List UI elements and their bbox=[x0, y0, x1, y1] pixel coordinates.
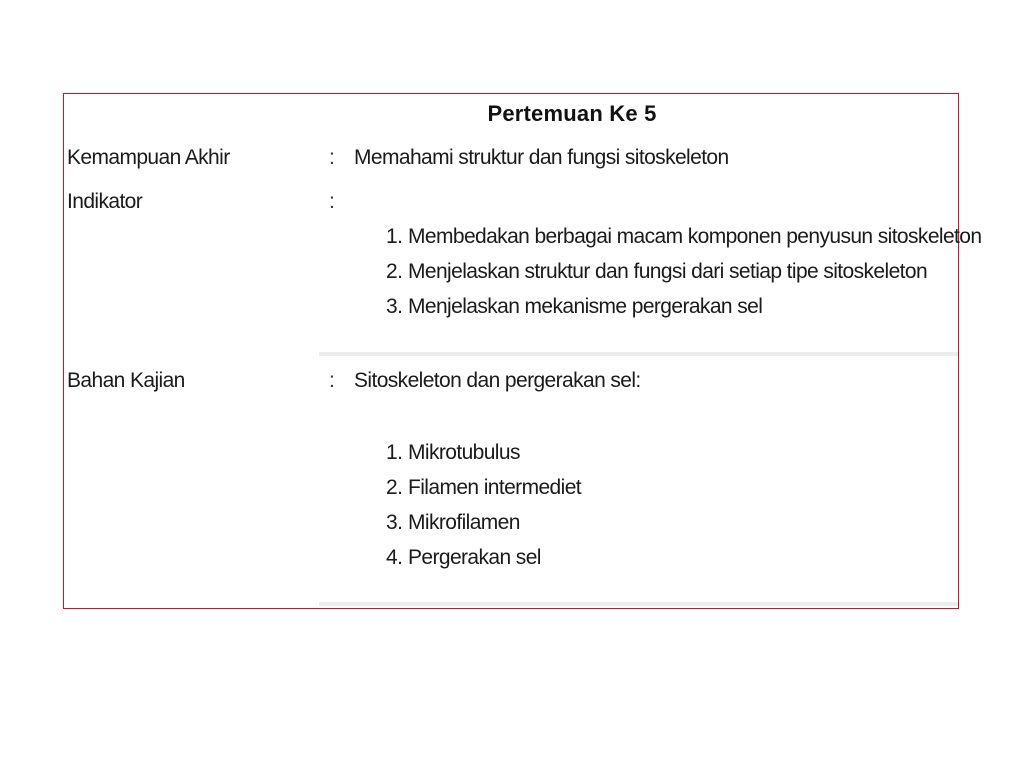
list-item bbox=[386, 435, 581, 470]
bahan-kajian-value: Sitoskeleton dan pergerakan sel: bbox=[354, 369, 641, 392]
list-item-number: 3. bbox=[386, 295, 403, 318]
list-item-number: 2. bbox=[386, 476, 403, 499]
bahan-kajian-label: Bahan Kajian bbox=[67, 369, 185, 392]
list-item-text: Pergerakan sel bbox=[408, 546, 541, 569]
list-item-number: 1. bbox=[386, 225, 403, 248]
indikator-label: Indikator bbox=[67, 190, 143, 213]
bahan-kajian-list bbox=[386, 435, 581, 575]
list-item-number: 4. bbox=[386, 546, 403, 569]
list-item-text: Menjelaskan struktur dan fungsi dari setiap tipe sitoskeleton bbox=[408, 260, 928, 283]
list-item-text: Mikrotubulus bbox=[408, 441, 520, 464]
list-item-number: 2. bbox=[386, 260, 403, 283]
list-item-text: Membedakan berbagai macam komponen penyusun sitoskeleton bbox=[408, 225, 982, 248]
indikator-colon: : bbox=[329, 190, 335, 213]
list-item-number: 1. bbox=[386, 441, 403, 464]
list-item bbox=[386, 289, 981, 324]
kemampuan-akhir-colon: : bbox=[329, 146, 335, 169]
indikator-list bbox=[386, 219, 981, 324]
kemampuan-akhir-label: Kemampuan Akhir bbox=[67, 146, 230, 169]
list-item bbox=[386, 219, 981, 254]
slide-title: Pertemuan Ke 5 bbox=[487, 101, 657, 126]
slide-frame bbox=[63, 93, 982, 609]
list-item-text: Menjelaskan mekanisme pergerakan sel bbox=[408, 295, 763, 318]
list-item bbox=[386, 470, 581, 505]
kemampuan-akhir-value: Memahami struktur dan fungsi sitoskeleton bbox=[354, 146, 729, 169]
list-item bbox=[386, 540, 581, 575]
list-item-text: Mikrofilamen bbox=[408, 511, 520, 534]
list-item-number: 3. bbox=[386, 511, 403, 534]
bahan-kajian-colon: : bbox=[329, 369, 335, 392]
list-item-text: Filamen intermediet bbox=[408, 476, 582, 499]
row-divider bbox=[319, 602, 958, 606]
list-item bbox=[386, 254, 981, 289]
list-item bbox=[386, 505, 581, 540]
row-divider bbox=[319, 352, 958, 356]
